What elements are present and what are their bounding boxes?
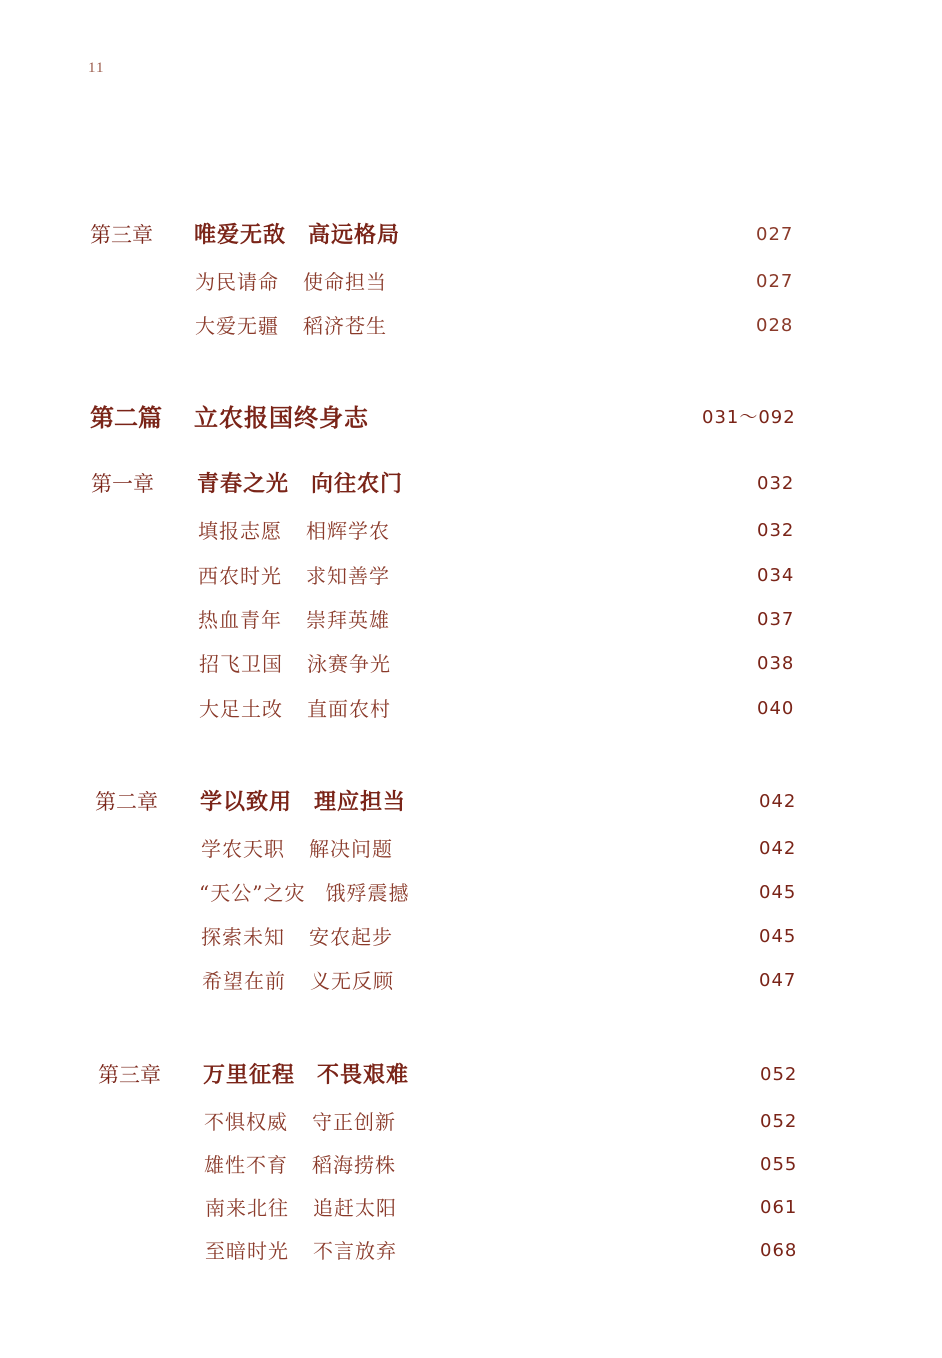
section-title: 大足土改 直面农村 xyxy=(199,697,391,721)
toc-section-row[interactable] xyxy=(0,604,942,636)
section-page: 055 xyxy=(760,1154,798,1175)
chapter-title: 唯爱无敌 高远格局 xyxy=(194,222,401,248)
chapter-label: 第三章 xyxy=(90,223,153,247)
toc-part-row[interactable] xyxy=(0,401,942,435)
section-title: “天公”之灾 饿殍震撼 xyxy=(199,881,410,905)
toc-section-row[interactable] xyxy=(0,560,942,592)
toc-section-row[interactable] xyxy=(0,1149,942,1181)
chapter-label: 第三章 xyxy=(98,1063,161,1087)
section-page: 042 xyxy=(759,838,797,859)
section-page: 040 xyxy=(757,698,795,719)
section-title: 招飞卫国 泳赛争光 xyxy=(199,652,391,676)
section-page: 037 xyxy=(757,609,795,630)
section-page: 068 xyxy=(760,1240,798,1261)
toc-chapter-row[interactable] xyxy=(0,786,942,818)
section-page: 061 xyxy=(760,1197,798,1218)
chapter-page: 032 xyxy=(757,473,795,494)
section-page: 028 xyxy=(756,315,794,336)
chapter-label: 第二章 xyxy=(95,790,158,814)
section-title: 填报志愿 相辉学农 xyxy=(198,519,390,543)
toc-section-row[interactable] xyxy=(0,965,942,997)
toc-section-row[interactable] xyxy=(0,648,942,680)
toc-section-row[interactable] xyxy=(0,1106,942,1138)
section-page: 038 xyxy=(757,653,795,674)
chapter-title: 万里征程 不畏艰难 xyxy=(203,1062,410,1088)
section-title: 雄性不育 稻海捞株 xyxy=(204,1153,396,1177)
chapter-page: 042 xyxy=(759,791,797,812)
chapter-page: 027 xyxy=(756,224,794,245)
toc-chapter-row[interactable] xyxy=(0,468,942,500)
section-title: 大爱无疆 稻济苍生 xyxy=(195,314,387,338)
part-title: 立农报国终身志 xyxy=(194,403,369,432)
section-page: 032 xyxy=(757,520,795,541)
section-title: 学农天职 解决问题 xyxy=(201,837,393,861)
toc-section-row[interactable] xyxy=(0,877,942,909)
chapter-label: 第一章 xyxy=(91,472,154,496)
toc-section-row[interactable] xyxy=(0,1235,942,1267)
section-page: 047 xyxy=(759,970,797,991)
toc-chapter-row[interactable] xyxy=(0,1059,942,1091)
toc-section-row[interactable] xyxy=(0,693,942,725)
toc-section-row[interactable] xyxy=(0,515,942,547)
section-page: 027 xyxy=(756,271,794,292)
section-title: 热血青年 崇拜英雄 xyxy=(198,608,390,632)
chapter-title: 学以致用 理应担当 xyxy=(200,789,407,815)
section-title: 探索未知 安农起步 xyxy=(201,925,393,949)
section-page: 045 xyxy=(759,882,797,903)
toc-section-row[interactable] xyxy=(0,833,942,865)
toc-chapter-row[interactable] xyxy=(0,219,942,251)
section-page: 045 xyxy=(759,926,797,947)
section-title: 至暗时光 不言放弃 xyxy=(205,1239,397,1263)
page-number: 11 xyxy=(88,60,105,76)
toc-section-row[interactable] xyxy=(0,921,942,953)
toc-section-row[interactable] xyxy=(0,1192,942,1224)
section-title: 不惧权威 守正创新 xyxy=(204,1110,396,1134)
toc-section-row[interactable] xyxy=(0,266,942,298)
section-title: 南来北往 追赶太阳 xyxy=(205,1196,397,1220)
part-label: 第二篇 xyxy=(90,403,162,432)
section-title: 西农时光 求知善学 xyxy=(198,564,390,588)
chapter-page: 052 xyxy=(760,1064,798,1085)
section-title: 为民请命 使命担当 xyxy=(195,270,387,294)
section-title: 希望在前 义无反顾 xyxy=(202,969,394,993)
section-page: 034 xyxy=(757,565,795,586)
section-page: 052 xyxy=(760,1111,798,1132)
toc-section-row[interactable] xyxy=(0,310,942,342)
part-pages: 031～092 xyxy=(702,407,796,428)
chapter-title: 青春之光 向往农门 xyxy=(197,471,404,497)
